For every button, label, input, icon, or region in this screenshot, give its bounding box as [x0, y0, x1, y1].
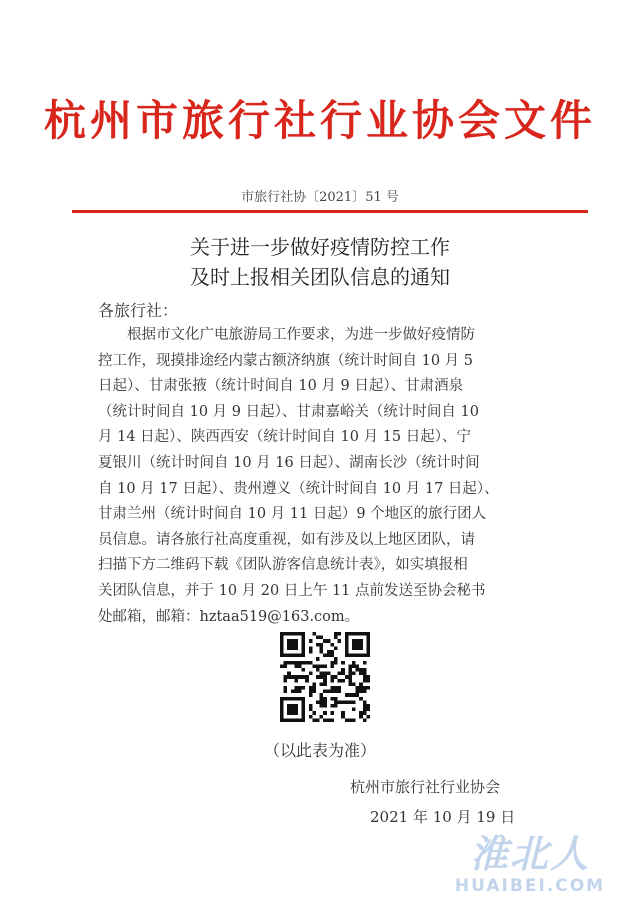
body-line: 关团队信息，并于 10 月 20 日上午 11 点前发送至协会秘书: [98, 582, 486, 599]
red-divider: [72, 210, 588, 213]
body-line: 控工作，现摸排途经内蒙古额济纳旗（统计时间自 10 月 5: [98, 352, 474, 369]
qr-code-icon[interactable]: [280, 632, 370, 722]
notice-body: [98, 323, 558, 630]
notice-title-line-2: 及时上报相关团队信息的通知: [190, 265, 450, 289]
body-line: 甘肃兰州（统计时间自 10 月 11 日起）9 个地区的旅行团人: [98, 506, 487, 523]
notice-title-line-1: 关于进一步做好疫情防控工作: [190, 235, 450, 259]
issue-date: 2021 年 10 月 19 日: [370, 808, 516, 826]
watermark-cn: 淮北人: [469, 832, 590, 876]
document-header-title: 杭州市旅行社行业协会文件: [43, 96, 596, 145]
watermark-en: HUAIBEI.COM: [454, 876, 606, 896]
qr-note: （以此表为准）: [263, 741, 376, 760]
body-line: 月 14 日起）、陕西西安（统计时间自 10 月 15 日起）、宁: [98, 429, 472, 446]
salutation: 各旅行社：: [98, 301, 179, 320]
signer: 杭州市旅行社行业协会: [350, 778, 501, 796]
body-line: （统计时间自 10 月 9 日起）、甘肃嘉峪关（统计时间自 10: [98, 403, 479, 420]
document-number: 市旅行社协〔2021〕51 号: [241, 190, 399, 205]
body-line: 根据市文化广电旅游局工作要求，为进一步做好疫情防: [98, 327, 475, 343]
notice-title: [0, 232, 640, 292]
body-line: 扫描下方二维码下载《团队游客信息统计表》，如实填报相: [98, 557, 468, 574]
body-line: 处邮箱，邮箱：hztaa519@163.com。: [98, 608, 360, 625]
body-line: 员信息。请各旅行社高度重视，如有涉及以上地区团队，请: [98, 531, 475, 548]
body-line: 日起）、甘肃张掖（统计时间自 10 月 9 日起）、甘肃酒泉: [98, 378, 464, 395]
watermark: [430, 832, 630, 896]
body-line: 自 10 月 17 日起）、贵州遵义（统计时间自 10 月 17 日起）、: [98, 480, 499, 497]
body-line: 夏银川（统计时间自 10 月 16 日起）、湖南长沙（统计时间: [98, 454, 480, 471]
